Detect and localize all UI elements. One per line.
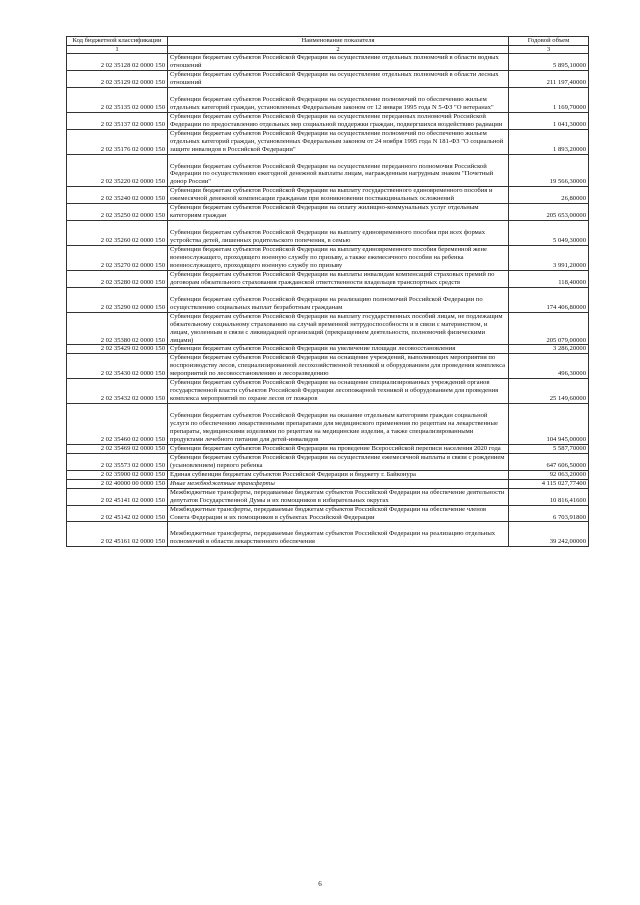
budget-table-body xyxy=(67,37,589,547)
name-cell: Субвенции бюджетам субъектов Российской Федерации на осуществление отдельных полномочий в области лесных отношений xyxy=(168,71,509,88)
name-cell: Субвенции бюджетам субъектов Российской Федерации на выплаты инвалидам компенсаций страховых премий по договорам обязательного страхования гражданской ответственности владельцев транспортных средств xyxy=(168,270,509,287)
name-cell: Субвенции бюджетам субъектов Российской Федерации на выплату единовременного пособия беременной жене военнослужащего, проходящего военную службу по призыву, а также ежемесячного пособия на ребенка военнослужащего, проходящего военную службу по призыву xyxy=(168,246,509,271)
table-row xyxy=(67,270,589,287)
code-cell: 2 02 35135 02 0000 150 xyxy=(67,87,168,112)
name-cell: Субвенции бюджетам субъектов Российской Федерации на осуществление полномочий по обеспечению жильем отдельных категорий граждан, установленных Федеральным законом от 12 января 1995 года N 5-ФЗ "О ветеранах" xyxy=(168,87,509,112)
volume-cell: 1 169,70000 xyxy=(509,87,589,112)
name-cell: Субвенции бюджетам субъектов Российской Федерации на реализацию полномочий Российской Федерации по осуществлению социальных выплат безработным гражданам xyxy=(168,287,509,312)
volume-cell: 211 197,40000 xyxy=(509,71,589,88)
code-cell: 2 02 35280 02 0000 150 xyxy=(67,270,168,287)
name-cell: Субвенции бюджетам субъектов Российской Федерации на выплату единовременного пособия при всех формах устройства детей, лишенных родительского попечения, в семью xyxy=(168,221,509,246)
volume-cell: 205 653,00000 xyxy=(509,204,589,221)
volume-cell: 25 149,60000 xyxy=(509,379,589,404)
code-cell: 2 02 35129 02 0000 150 xyxy=(67,71,168,88)
table-row xyxy=(67,246,589,271)
volume-cell: 205 079,00000 xyxy=(509,312,589,345)
table-row xyxy=(67,444,589,453)
budget-sheet xyxy=(66,36,588,547)
code-cell: 2 02 35430 02 0000 150 xyxy=(67,354,168,379)
table-row xyxy=(67,54,589,71)
volume-cell: 118,40000 xyxy=(509,270,589,287)
code-cell: 2 02 45161 02 0000 150 xyxy=(67,522,168,547)
column-number-2: 2 xyxy=(168,45,509,53)
table-row xyxy=(67,129,589,154)
header-name: Наименование показателя xyxy=(168,37,509,46)
code-cell: 2 02 35260 02 0000 150 xyxy=(67,221,168,246)
code-cell: 2 02 35240 02 0000 150 xyxy=(67,187,168,204)
code-cell: 2 02 35290 02 0000 150 xyxy=(67,287,168,312)
volume-cell: 5 895,10000 xyxy=(509,54,589,71)
table-row xyxy=(67,379,589,404)
volume-cell: 92 063,20000 xyxy=(509,470,589,479)
name-cell: Межбюджетные трансферты, передаваемые бюджетам субъектов Российской Федерации на обеспечение членов Совета Федерации и их помощников в субъектах Российской Федерации xyxy=(168,505,509,522)
name-cell: Межбюджетные трансферты, передаваемые бюджетам субъектов Российской Федерации на реализацию отдельных полномочий в области лекарственного обеспечения xyxy=(168,522,509,547)
code-cell: 2 02 35460 02 0000 150 xyxy=(67,404,168,445)
table-row xyxy=(67,287,589,312)
table-row xyxy=(67,71,589,88)
code-cell: 2 02 35128 02 0000 150 xyxy=(67,54,168,71)
name-cell: Субвенции бюджетам субъектов Российской Федерации на осуществление ежемесячной выплаты в связи с рождением (усыновлением) первого ребенка xyxy=(168,453,509,470)
column-number-1: 1 xyxy=(67,45,168,53)
budget-table xyxy=(66,36,589,547)
volume-cell: 5 049,30000 xyxy=(509,221,589,246)
name-cell: Субвенции бюджетам субъектов Российской Федерации на оказание отдельным категориям граждан социальной услуги по обеспечению лекарственными препаратами для медицинского применения по рецептам на лекарственные препараты, медицинскими изделиями по рецептам на медицинские изделия, а также специализированными продуктами лечебного питания для детей-инвалидов xyxy=(168,404,509,445)
name-cell: Субвенции бюджетам субъектов Российской Федерации на оснащение учреждений, выполняющих мероприятия по воспроизводству лесов, специализированной лесохозяйственной техникой и оборудованием для проведения комплекса мероприятий по лесовосстановлению и лесоразведению xyxy=(168,354,509,379)
code-cell: 2 02 40000 00 0000 150 xyxy=(67,479,168,488)
code-cell: 2 02 35900 02 0000 150 xyxy=(67,470,168,479)
code-cell: 2 02 35176 02 0000 150 xyxy=(67,129,168,154)
table-row xyxy=(67,345,589,354)
volume-cell: 26,80000 xyxy=(509,187,589,204)
volume-cell: 6 703,91800 xyxy=(509,505,589,522)
code-cell: 2 02 35573 02 0000 150 xyxy=(67,453,168,470)
volume-cell: 3 286,20000 xyxy=(509,345,589,354)
volume-cell: 3 991,20000 xyxy=(509,246,589,271)
table-row xyxy=(67,488,589,505)
table-row xyxy=(67,453,589,470)
code-cell: 2 02 35250 02 0000 150 xyxy=(67,204,168,221)
table-row xyxy=(67,312,589,345)
table-row xyxy=(67,221,589,246)
table-row xyxy=(67,204,589,221)
table-row xyxy=(67,470,589,479)
volume-cell: 647 606,50000 xyxy=(509,453,589,470)
name-cell: Иные межбюджетные трансферты xyxy=(168,479,509,488)
table-row xyxy=(67,354,589,379)
table-header-row xyxy=(67,37,589,46)
code-cell: 2 02 35220 02 0000 150 xyxy=(67,154,168,187)
name-cell: Субвенции бюджетам субъектов Российской Федерации на осуществление отдельных полномочий в области водных отношений xyxy=(168,54,509,71)
code-cell: 2 02 35137 02 0000 150 xyxy=(67,112,168,129)
table-row xyxy=(67,112,589,129)
volume-cell: 496,30000 xyxy=(509,354,589,379)
code-cell: 2 02 35380 02 0000 150 xyxy=(67,312,168,345)
header-code: Код бюджетной классификации xyxy=(67,37,168,46)
name-cell: Субвенции бюджетам субъектов Российской Федерации на проведение Всероссийской переписи населения 2020 года xyxy=(168,444,509,453)
volume-cell: 104 945,00000 xyxy=(509,404,589,445)
name-cell: Субвенции бюджетам субъектов Российской Федерации на осуществление переданного полномочия Российской Федерации по осуществлению ежегодной денежной выплаты лицам, награжденным нагрудным знаком "Почетный донор России" xyxy=(168,154,509,187)
volume-cell: 10 816,41600 xyxy=(509,488,589,505)
name-cell: Субвенции бюджетам субъектов Российской Федерации на оплату жилищно-коммунальных услуг отдельным категориям граждан xyxy=(168,204,509,221)
name-cell: Единая субвенция бюджетам субъектов Российской Федерации и бюджету г. Байконура xyxy=(168,470,509,479)
volume-cell: 174 406,80000 xyxy=(509,287,589,312)
code-cell: 2 02 45141 02 0000 150 xyxy=(67,488,168,505)
name-cell: Субвенции бюджетам субъектов Российской Федерации на осуществление полномочий по обеспечению жильем отдельных категорий граждан, установленных Федеральным законом от 24 ноября 1995 года N 181-ФЗ "О социальной защите инвалидов в Российской Федерации" xyxy=(168,129,509,154)
volume-cell: 19 566,30000 xyxy=(509,154,589,187)
volume-cell: 39 242,00000 xyxy=(509,522,589,547)
header-volume: Годовой объем xyxy=(509,37,589,46)
table-row xyxy=(67,522,589,547)
name-cell: Субвенции бюджетам субъектов Российской Федерации на оснащение специализированных учреждений органов государственной власти субъектов Российской Федерации лесопожарной техникой и оборудованием для проведения комплекса мероприятий по охране лесов от пожаров xyxy=(168,379,509,404)
name-cell: Субвенции бюджетам субъектов Российской Федерации на увеличение площади лесовосстановления xyxy=(168,345,509,354)
volume-cell: 1 893,20000 xyxy=(509,129,589,154)
table-row xyxy=(67,187,589,204)
table-row xyxy=(67,404,589,445)
table-row xyxy=(67,87,589,112)
volume-cell: 5 587,70000 xyxy=(509,444,589,453)
column-number-row xyxy=(67,45,589,53)
page-number: 6 xyxy=(318,880,322,888)
name-cell: Субвенции бюджетам субъектов Российской Федерации на выплату государственного единовременного пособия и ежемесячной денежной компенсации гражданам при возникновении поствакцинальных осложнений xyxy=(168,187,509,204)
table-row xyxy=(67,154,589,187)
name-cell: Субвенции бюджетам субъектов Российской Федерации на выплату государственных пособий лицам, не подлежащим обязательному социальному страхованию на случай временной нетрудоспособности и в связи с материнством, и лицам, уволенным в связи с ликвидацией организаций (прекращением деятельности, полномочий физическими лицами) xyxy=(168,312,509,345)
code-cell: 2 02 35429 02 0000 150 xyxy=(67,345,168,354)
column-number-3: 3 xyxy=(509,45,589,53)
table-row xyxy=(67,505,589,522)
code-cell: 2 02 35469 02 0000 150 xyxy=(67,444,168,453)
table-row xyxy=(67,479,589,488)
code-cell: 2 02 45142 02 0000 150 xyxy=(67,505,168,522)
code-cell: 2 02 35432 02 0000 150 xyxy=(67,379,168,404)
volume-cell: 4 115 027,77400 xyxy=(509,479,589,488)
code-cell: 2 02 35270 02 0000 150 xyxy=(67,246,168,271)
name-cell: Межбюджетные трансферты, передаваемые бюджетам субъектов Российской Федерации на обеспечение деятельности депутатов Государственной Думы и их помощников в избирательных округах xyxy=(168,488,509,505)
name-cell: Субвенции бюджетам субъектов Российской Федерации на осуществление переданных полномочий Российской Федерации по предоставлению отдельных мер социальной поддержки граждан, подвергшихся воздействию радиации xyxy=(168,112,509,129)
volume-cell: 1 041,30000 xyxy=(509,112,589,129)
